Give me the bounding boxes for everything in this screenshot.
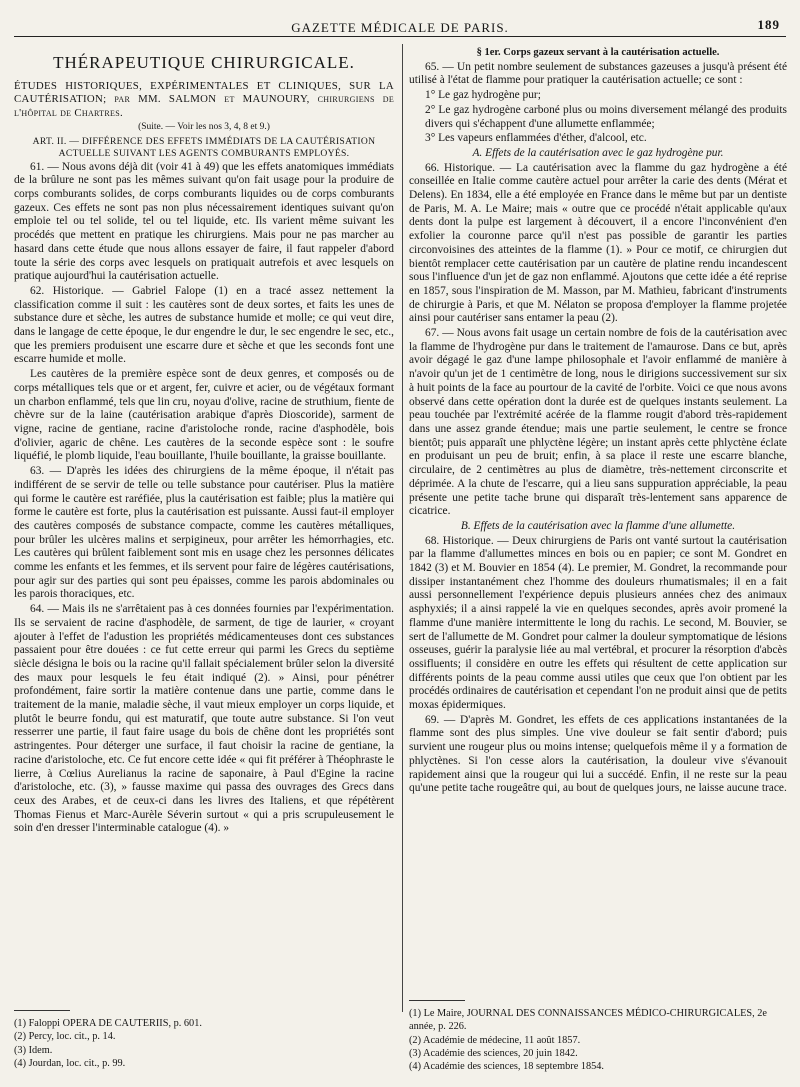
footnote: (1) Le Maire, JOURNAL DES CONNAISSANCES MÉDICO-CHIRURGICALES, 2e année, p. 226. — [409, 1008, 767, 1033]
article-subtitle: ÉTUDES HISTORIQUES, EXPÉRIMENTALES ET CLINIQUES, SUR LA CAUTÉRISATION; par MM. SALMON et MAUNOURY, chirurgiens de l'hôpital de Chartres. — [14, 79, 394, 119]
footnote-rule — [14, 1010, 70, 1011]
footnote: (1) Faloppi OPERA DE CAUTERIIS, p. 601. — [14, 1018, 202, 1029]
article-heading: ART. II. — DIFFÉRENCE DES EFFETS IMMÉDIATS DE LA CAUTÉRISATION ACTUELLE SUIVANT LES AGENTS COMBURANTS EMPLOYÉS. — [32, 135, 376, 159]
paragraph-62-cont: Les cautères de la première espèce sont de deux genres, et composés ou de corps métalliques tels que or et argent, fer, cuivre et acier, ou de végétaux formant un charbon enflammé, tels que lin cru, noyau d'olive, racine de struthium, fiente de chèvre sur de la laine (cautérisation arabique d'après Dioscoride), sarment de vigne, racine de gentiane, racine d'aristoloche ronde, racine d'asphodèle, bois d'olivier, agaric de chêne. Les cautères de la seconde espèce sont : le soufre liquéfié, le plomb liquide, l'eau bouillante, l'huile bouillante, la graisse bouillante. — [14, 368, 394, 463]
footnote-rule — [409, 1000, 465, 1001]
article-title: THÉRAPEUTIQUE CHIRURGICALE. — [53, 53, 355, 72]
list-item: 3° Les vapeurs enflammées d'éther, d'alcool, etc. — [425, 132, 647, 145]
suite-note: (Suite. — Voir les nos 3, 4, 8 et 9.) — [138, 121, 270, 132]
page-number: 189 — [757, 17, 780, 32]
journal-title: GAZETTE MÉDICALE DE PARIS. — [291, 20, 509, 35]
footnote: (3) Académie des sciences, 20 juin 1842. — [409, 1047, 578, 1059]
section-heading: § 1er. Corps gazeux servant à la cautérisation actuelle. — [476, 47, 720, 58]
column-divider — [402, 44, 403, 1012]
paragraph-63: 63. — D'après les idées des chirurgiens de la même époque, il n'était pas indifférent de se servir de telle ou telle substance pour cautériser. Plus la matière qui forme le cautère est raréfiée, plus la cautérisation est faible; plus la matière qui forme le cautère est forte, plus la cautérisation est puissante. Aussi faut-il employer des cautères composés de substance compacte, comme les cautères métalliques, pour brûler les ulcères malins et serpigineux, pour arrêter les hémorrhagies, etc. Les cautères qui brûlent faiblement sont mis en usage chez les personnes délicates comme les enfants et les femmes, et ils servent pour faire de légères cautérisations, pour agir sur des parties qui sont peu épaisses, comme les parois abdominales ou les parois thoraciques, etc. — [14, 465, 394, 601]
paragraph-66: 66. Historique. — La cautérisation avec la flamme du gaz hydrogène a été conseillée en Italie comme cautère actuel pour arrêter la carie des dents (Mérat et Delens). En 1834, elle a été employée en France dans le même but par un dentiste de Paris, M. A. Le Maire; mais « outre que ce procédé n'était applicable qu'aux dents dont la pulpe est largement à découvert, il a encore l'inconvénient d'en exfolier la couronne parce qu'il n'est pas possible de garantir les parties circonvoisines des atteintes de la flamme (1). » Pour ce motif, ce chirurgien dut bientôt remplacer cette cautérisation par un cautère de platine rendu incandescent sous l'influence d'un jet de gaz non enflammé. Ajoutons que cette idée a été reprise en 1857, sous l'inspiration de M. Masson, par M. Mathieu, fabricant d'instruments de chirurgie à Paris, et que M. Nélaton se proposa d'employer la flamme projetée ainsi pour cautériser sans entamer la peau (2). — [409, 161, 787, 325]
paragraph-67: 67. — Nous avons fait usage un certain nombre de fois de la cautérisation avec la flamme de l'hydrogène pur dans le traitement de l'amaurose. Dans ce but, après avoir dégagé le gaz d'une lampe philosophale et l'avoir enflammé de manière à n'avoir qu'un jet de 1 centimètre de long, nous le dirigions successivement sur six à huit points de la face au pourtour de la cavité de l'orbite. Voici ce que nous avons observé dans cette opération dont la durée est de quelques instants seulement. La peau touchée par l'extrémité acérée de la flamme rougit d'abord très-rapidement dans une assez grande étendue; mais une partie seulement, le centre se fronce bientôt; puis apparaît une phlyctène légère; un instant après cette phlyctène éclate en produisant un peu de bruit; enfin, à sa place il reste une escarre blanche, circulaire, de 2 centimètres au plus de diamètre, très-nettement circonscrite et déprimée. A la chute de l'escarre, qui a lieu sans suppuration appréciable, la peau présente une petite tache brune qui disparaît très-lentement sans apparence de cicatrice. — [409, 327, 787, 518]
footnote: (2) Percy, loc. cit., p. 14. — [14, 1031, 116, 1043]
paragraph-65: 65. — Un petit nombre seulement de substances gazeuses a jusqu'à présent été utilisé à l'état de flamme pour pratiquer la cautérisation actuelle; ce sont : — [409, 60, 787, 87]
running-header — [14, 14, 786, 37]
paragraph-64: 64. — Mais ils ne s'arrêtaient pas à ces données fournies par l'expérimentation. Ils se servaient de racine d'asphodèle, de sarment, de tige de laurier, « croyant ajouter à l'effet de l'adustion les propriétés médicamenteuses dont ces substances passaient pour être douées : ce fut cette erreur qui parmi les Grecs du septième siècle désigna le bois ou la racine qu'il fallait spécialement brûler selon la diversité des maux pour lesquels le feu était indiqué (2). » Ainsi, pour pénétrer profondément, faire sortir la matière contenue dans une partie, comme dans le traitement de la manie, maladie sèche, il vaut mieux employer un corps liquide, et plutôt le beurre fondu, qui est maturatif, que toute autre substance. Si l'on veut resserrer une partie, il faut faire usage du bois de chêne dont les propriétés sont astringentes. Pour déterger une surface, il faut choisir la racine de gentiane, la racine d'aristoloche, etc. Ce fut encore cette idée « qui fit préférer à Théophraste le lierre, à Cœlius Aurelianus la racine de saponaire, à Paul d'Egine la racine d'aristoloche, etc. (3), » fausse maxime qui passa des ouvrages des Grecs dans ceux des Arabes, et de ceux-ci dans les livres des Italiens, et que répétèrent Thomas Fienus et Marc-Aurèle Séverin surtout « qui a pris scrupuleusement le soin d'en dresser l'interminable catalogue (4). » — [14, 603, 394, 835]
footnote: (3) Idem. — [14, 1044, 53, 1056]
left-column — [14, 46, 394, 837]
paragraph-62: 62. Historique. — Gabriel Falope (1) en a tracé assez nettement la classification comme il suit : les cautères sont de deux sortes, et faits les unes de substance dure et sèche, les autres de substance humide et molle; ce qui veut dire, dans le langage de cette époque, le dur engendre le dur, le sec engendre le sec, etc., que les premiers produisent une escarre dure et sèche et que les seconds font une escarre humide et molle. — [14, 284, 394, 366]
subheading-a: A. Effets de la cautérisation avec le gaz hydrogène pur. — [472, 146, 724, 159]
footnote: (2) Académie de médecine, 11 août 1857. — [409, 1034, 581, 1046]
paragraph-69: 69. — D'après M. Gondret, les effets de ces applications instantanées de la flamme sont des plus simples. Une vive douleur se fait sentir d'abord; puis survient une rougeur plus ou moins intense; quelquefois même il y a formation de phlyctènes. Si l'on cesse alors la cautérisation, la douleur vive s'évanouit rapidement ainsi que la rougeur qui lui a succédé. Enfin, il ne reste sur la peau qu'une petite tache rougeâtre qui, au bout de quelques jours, ne laisse aucune trace. — [409, 713, 787, 795]
left-footnotes — [14, 1010, 394, 1070]
right-footnotes — [409, 1000, 787, 1073]
list-item: 1° Le gaz hydrogène pur; — [425, 89, 541, 102]
footnote: (4) Jourdan, loc. cit., p. 99. — [14, 1057, 126, 1069]
subheading-b: B. Effets de la cautérisation avec la flamme d'une allumette. — [460, 519, 736, 532]
paragraph-68: 68. Historique. — Deux chirurgiens de Paris ont vanté surtout la cautérisation par la flamme d'allumettes minces en bois ou en papier; ce sont M. Gondret en 1842 (3) et M. Bouvier en 1854 (4). Le premier, M. Gondret, la recommande pour dissiper instantanément chez l'homme des douleurs rhumatismales; il en a fait aussi personnellement l'expérience depuis plusieurs années chez des animaux asphyxiés; il a ainsi rappelé la vie en quelques secondes, après avoir promené la flamme d'une manière intermittente le long du rachis. Le second, M. Bouvier, se sert de l'allumette de M. Gondret pour calmer la douleur symptomatique de lésions osseuses, guérir la paralysie liée au mal vertébral, et procurer la résorption d'abcès ossifluents; il considère en outre les effets qui résultent de cette application sur différents points de la peau comme aussi utiles que ceux que l'on obtient par les procédés ordinaires de cautérisation et cependant l'on ne produit ainsi que de petits moxas épidermiques. — [409, 534, 787, 712]
footnote: (4) Académie des sciences, 18 septembre 1854. — [409, 1061, 605, 1073]
list-item: 2° Le gaz hydrogène carboné plus ou moins diversement mélangé des produits divers qui s'échappent d'une allumette enflammée; — [425, 103, 787, 130]
right-column — [409, 46, 787, 797]
paragraph-61: 61. — Nous avons déjà dit (voir 41 à 49) que les effets anatomiques immédiats de la brûlure ne sont pas les mêmes suivant qu'on fait usage pour la produire de corps comburants solides, de corps comburants liquides ou de corps comburants gazeux. Ces effets ne sont pas non plus nécessairement identiques suivant qu'on emploie tel ou tel solide, tel ou tel liquide, etc. Ils varient même suivant les procédés que mettent en pratique les chirurgiens. Mais pour ne pas marcher au hasard dans cette étude que nous allons essayer de faire, il faut rappeler d'abord toute la série des corps avec lesquels on pratiquait autrefois et avec lesquels on pratique aujourd'hui la cautérisation actuelle. — [14, 160, 394, 283]
